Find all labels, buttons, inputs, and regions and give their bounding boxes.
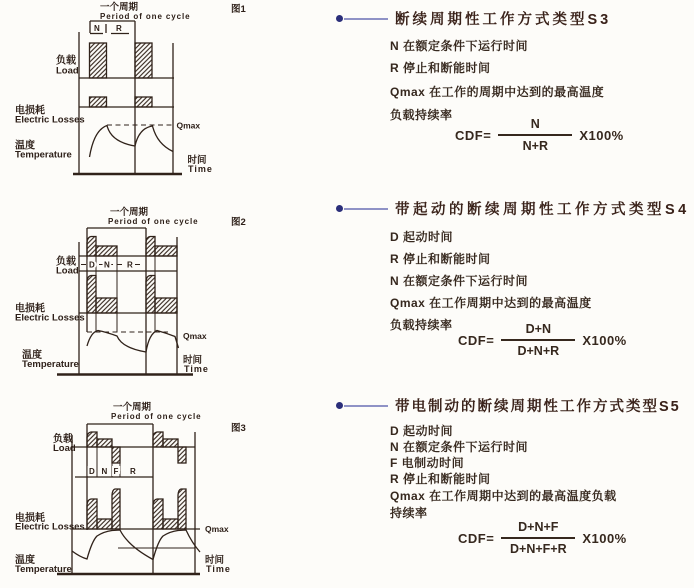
- definition-line: N 在额定条件下运行时间: [390, 274, 529, 288]
- cycle-label-en: Period of one cycle: [100, 12, 191, 21]
- losses-label-zh: 电损耗: [15, 513, 45, 524]
- phase-label-n: N: [94, 24, 100, 33]
- time-label-en: Time: [188, 164, 213, 174]
- diagram2-labels: [15, 206, 246, 374]
- bullet-line: [344, 18, 388, 20]
- section-s4-title: 带起动的断续周期性工作方式类型S4: [395, 202, 690, 218]
- section-s5-title-row: [336, 395, 681, 416]
- load-blocks: [87, 237, 177, 257]
- cycle-label-zh: 一个周期: [100, 2, 139, 13]
- bullet-dot-icon: [336, 402, 343, 409]
- cdf-formula-s4: [458, 322, 627, 358]
- phase-label-n: N: [101, 467, 108, 476]
- bullet-line: [344, 208, 388, 210]
- temperature-curve: [90, 126, 174, 158]
- cycle-label-zh: 一个周期: [113, 402, 152, 413]
- duty-cycle-diagram-s4: [0, 190, 250, 386]
- phase-label-d: D: [89, 467, 95, 476]
- section-s4-title-row: [336, 198, 690, 219]
- definition-line: Qmax 在工作周期中达到的最高温度负载: [390, 489, 617, 503]
- figure-label: 图2: [231, 217, 246, 228]
- qmax-label: Qmax: [205, 524, 229, 534]
- section-s4: [330, 186, 694, 385]
- formula-numerator: D+N+F: [518, 520, 559, 534]
- bullet-dot-icon: [336, 205, 343, 212]
- cycle-label-en: Period of one cycle: [111, 412, 202, 421]
- load-label-en: Load: [56, 265, 79, 277]
- duty-cycle-diagram-s5: [0, 385, 250, 588]
- formula-numerator: N: [530, 117, 540, 131]
- phase-label-r: R: [127, 260, 133, 270]
- definition-line: D 起动时间: [390, 424, 454, 438]
- figure-label: 图1: [231, 4, 246, 15]
- definition-line: Qmax 在工作的周期中达到的最高温度: [390, 85, 605, 99]
- section-s3-title: 断续周期性工作方式类型S3: [395, 12, 612, 28]
- load-blocks: [90, 43, 153, 78]
- losses-label-zh: 电损耗: [15, 303, 45, 315]
- section-s5-title: 带电制动的断续周期性工作方式类型S5: [395, 399, 681, 415]
- qmax-label: Qmax: [176, 120, 201, 131]
- definition-line: N 在额定条件下运行时间: [390, 39, 529, 53]
- load-label-en: Load: [56, 65, 79, 77]
- temp-label-zh: 温度: [15, 555, 35, 566]
- losses-label-en: Electric Losses: [15, 312, 85, 324]
- phase-label-r: R: [116, 24, 122, 33]
- formula-fraction: [501, 520, 575, 556]
- definition-line: R 停止和断能时间: [390, 61, 491, 75]
- load-label-en: Load: [53, 443, 76, 454]
- formula-denominator: N+R: [522, 139, 548, 153]
- temperature-curve: [87, 331, 179, 353]
- definition-line: 持续率: [390, 506, 428, 520]
- definition-line: F 电制动时间: [390, 456, 465, 470]
- formula-lhs: CDF=: [455, 127, 492, 143]
- formula-denominator: D+N+F+R: [510, 542, 567, 556]
- formula-numerator: D+N: [525, 322, 551, 336]
- time-label-en: Time: [184, 364, 209, 374]
- load-label-zh: 负载: [56, 55, 76, 67]
- load-label-zh: 负载: [56, 256, 76, 268]
- formula-suffix: X100%: [582, 332, 627, 348]
- phase-label-n: N: [104, 260, 110, 270]
- definition-line: N 在额定条件下运行时间: [390, 440, 529, 454]
- temp-label-en: Temperature: [15, 564, 72, 575]
- duty-cycle-diagram-s3: [0, 0, 250, 186]
- losses-blocks: [87, 489, 186, 529]
- cdf-formula-s5: [458, 520, 627, 556]
- definition-line: Qmax 在工作周期中达到的最高温度: [390, 296, 592, 310]
- formula-lhs: CDF=: [458, 530, 495, 546]
- figure-label: 图3: [231, 423, 246, 434]
- losses-blocks: [87, 276, 177, 314]
- definition-line: 负载持续率: [390, 108, 453, 122]
- time-label-zh: 时间: [187, 155, 207, 166]
- definition-line: 负载持续率: [390, 318, 453, 332]
- losses-label-en: Electric Losses: [15, 114, 85, 126]
- losses-label-zh: 电损耗: [15, 105, 45, 117]
- cycle-label-en: Period of one cycle: [108, 217, 199, 226]
- temperature-curve: [72, 530, 200, 560]
- phase-label-r: R: [130, 467, 136, 476]
- temp-label-zh: 温度: [22, 350, 42, 361]
- definition-line: R 停止和断能时间: [390, 472, 491, 486]
- definition-line: R 停止和断能时间: [390, 252, 491, 266]
- section-s5: [330, 385, 694, 588]
- phase-label-d: D: [89, 260, 95, 270]
- temp-label-en: Temperature: [22, 359, 79, 370]
- formula-suffix: X100%: [579, 127, 624, 143]
- formula-lhs: CDF=: [458, 332, 495, 348]
- formula-fraction: [501, 322, 575, 358]
- formula-suffix: X100%: [582, 530, 627, 546]
- bullet-line: [344, 405, 388, 407]
- losses-blocks: [90, 97, 153, 107]
- section-s3-title-row: [336, 8, 611, 29]
- diagram3-labels: [15, 401, 246, 575]
- bullet-dot-icon: [336, 15, 343, 22]
- cycle-label-zh: 一个周期: [110, 207, 149, 218]
- formula-denominator: D+N+R: [517, 344, 560, 358]
- time-label-zh: 时间: [183, 355, 203, 366]
- cdf-formula-s3: [455, 117, 624, 153]
- definition-line: D 起动时间: [390, 230, 454, 244]
- losses-label-en: Electric Losses: [15, 521, 85, 533]
- qmax-label: Qmax: [183, 331, 207, 341]
- time-label-en: Time: [206, 564, 231, 574]
- diagram1-labels: [15, 1, 247, 174]
- time-label-zh: 时间: [205, 555, 225, 566]
- formula-fraction: [498, 117, 572, 153]
- section-s3: [330, 0, 694, 186]
- phase-label-f: F: [113, 467, 119, 476]
- load-label-zh: 负载: [53, 434, 73, 445]
- temp-label-zh: 温度: [15, 140, 35, 152]
- temp-label-en: Temperature: [15, 149, 72, 161]
